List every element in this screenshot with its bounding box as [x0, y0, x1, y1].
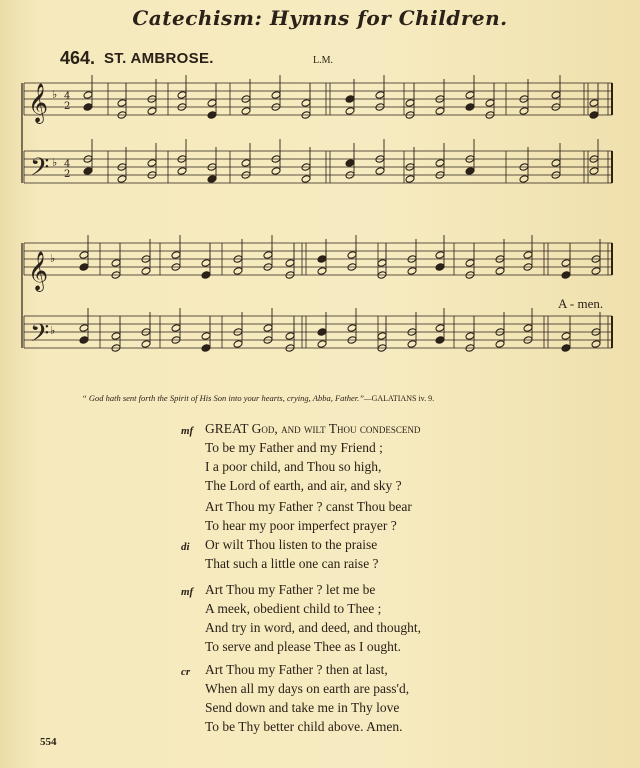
note-head — [301, 175, 311, 184]
verse-line: Or wilt Thou listen to the praise — [205, 537, 378, 552]
note-head — [201, 344, 211, 353]
note-head — [141, 267, 151, 276]
verse-1 — [181, 419, 421, 495]
verse-line: To hear my poor imperfect prayer ? — [205, 518, 397, 533]
note-head — [83, 167, 93, 176]
note-head — [591, 340, 601, 349]
verse-line: Art Thou my Father ? canst Thou bear — [205, 499, 412, 514]
epigraph-text: “ God hath sent forth the Spirit of His Son into your hearts, crying, Abba, Father.”— — [82, 393, 372, 403]
note-head — [465, 167, 475, 176]
music-glyph: ♭ — [52, 156, 58, 169]
hymn-number: 464. — [60, 48, 96, 68]
note-head — [561, 344, 571, 353]
verse-line: A meek, obedient child to Thee ; — [205, 601, 382, 616]
verse-line: To be my Father and my Friend ; — [205, 440, 383, 455]
note-head — [465, 91, 475, 100]
note-head — [435, 324, 445, 333]
amen-text: A - men. — [558, 296, 604, 311]
page-number: 554 — [40, 736, 57, 748]
note-head — [141, 340, 151, 349]
note-head — [591, 267, 601, 276]
note-head — [83, 91, 93, 100]
dynamic-marking: mf — [181, 586, 194, 598]
note-head — [495, 267, 505, 276]
note-head — [375, 91, 385, 100]
note-head — [345, 107, 355, 116]
note-head — [407, 340, 417, 349]
note-head — [347, 251, 357, 260]
verse-line: To be Thy better child above. Amen. — [205, 719, 403, 734]
note-head — [111, 332, 121, 341]
music-glyph: 4 — [64, 159, 71, 170]
verse-line: To serve and please Thee as I ought. — [205, 639, 401, 654]
verse-line: I a poor child, and Thou so high, — [205, 459, 382, 474]
epigraph — [82, 393, 582, 403]
verse-line: Art Thou my Father ? let me be — [205, 582, 376, 597]
page-header: Catechism: Hymns for Children. — [132, 6, 508, 30]
note-head — [435, 159, 445, 168]
music-glyph: 2 — [64, 101, 71, 112]
note-head — [147, 107, 157, 116]
note-head — [79, 263, 89, 272]
note-head — [111, 259, 121, 268]
note-head — [241, 159, 251, 168]
note-head — [233, 340, 243, 349]
note-head — [519, 107, 529, 116]
verse-line: And try in word, and deed, and thought, — [205, 620, 421, 635]
epigraph-reference: GALATIANS iv. 9. — [371, 394, 435, 403]
verse-2 — [205, 497, 412, 535]
note-head — [589, 111, 599, 120]
note-head — [345, 95, 355, 104]
verse-3 — [181, 580, 421, 656]
note-head — [285, 332, 295, 341]
note-head — [377, 332, 387, 341]
note-head — [435, 251, 445, 260]
note-head — [83, 103, 93, 112]
tune-name: ST. AMBROSE. — [104, 50, 214, 67]
note-head — [263, 324, 273, 333]
verse-4 — [181, 660, 410, 736]
music-glyph: 2 — [64, 169, 71, 180]
note-head — [495, 340, 505, 349]
note-head — [435, 336, 445, 345]
music-glyph: 𝄞 — [28, 83, 49, 123]
note-head — [345, 159, 355, 168]
meter: L.M. — [313, 55, 333, 66]
note-head — [551, 91, 561, 100]
note-head — [117, 175, 127, 184]
note-head — [551, 159, 561, 168]
note-head — [207, 175, 217, 184]
music-glyph: ♭ — [50, 252, 56, 265]
verse-2b — [181, 535, 379, 573]
note-head — [147, 159, 157, 168]
verse-line: Art Thou my Father ? then at last, — [205, 662, 388, 677]
note-head — [241, 107, 251, 116]
note-head — [271, 167, 281, 176]
note-head — [79, 324, 89, 333]
note-head — [405, 99, 415, 108]
note-head — [589, 167, 599, 176]
note-head — [465, 332, 475, 341]
note-head — [201, 271, 211, 280]
note-head — [233, 267, 243, 276]
note-head — [589, 99, 599, 108]
note-head — [263, 251, 273, 260]
music-glyph: 𝄢 — [30, 319, 50, 354]
note-head — [317, 328, 327, 337]
dynamic-marking: cr — [181, 666, 191, 678]
note-head — [177, 167, 187, 176]
verse-line: Send down and take me in Thy love — [205, 700, 400, 715]
note-head — [201, 332, 211, 341]
note-head — [301, 99, 311, 108]
note-head — [177, 91, 187, 100]
note-head — [317, 267, 327, 276]
note-head — [171, 251, 181, 260]
note-head — [79, 336, 89, 345]
music-glyph: 𝄢 — [30, 153, 50, 188]
verse-line: The Lord of earth, and air, and sky ? — [205, 478, 402, 493]
note-head — [271, 91, 281, 100]
note-head — [377, 259, 387, 268]
note-head — [407, 267, 417, 276]
note-head — [485, 99, 495, 108]
verse-line: GREAT God, and wilt Thou condescend — [205, 421, 421, 436]
note-head — [317, 255, 327, 264]
music-glyph: ♭ — [50, 324, 56, 337]
note-head — [201, 259, 211, 268]
verse-line: When all my days on earth are pass'd, — [205, 681, 410, 696]
music-glyph: ♭ — [52, 88, 58, 101]
note-head — [465, 259, 475, 268]
note-head — [171, 324, 181, 333]
note-head — [561, 271, 571, 280]
note-head — [347, 324, 357, 333]
dynamic-marking: mf — [181, 425, 194, 437]
note-head — [523, 324, 533, 333]
note-head — [405, 175, 415, 184]
note-head — [375, 167, 385, 176]
note-head — [519, 175, 529, 184]
note-head — [435, 107, 445, 116]
note-head — [561, 259, 571, 268]
dynamic-marking: di — [181, 541, 190, 553]
note-head — [561, 332, 571, 341]
music-glyph: 4 — [64, 91, 71, 102]
note-head — [465, 103, 475, 112]
note-head — [79, 251, 89, 260]
note-head — [317, 340, 327, 349]
note-head — [207, 99, 217, 108]
note-head — [207, 111, 217, 120]
note-head — [285, 259, 295, 268]
music-glyph: 𝄞 — [28, 251, 49, 291]
note-head — [523, 251, 533, 260]
note-head — [117, 99, 127, 108]
verse-line: That such a little one can raise ? — [205, 556, 379, 571]
note-head — [435, 263, 445, 272]
